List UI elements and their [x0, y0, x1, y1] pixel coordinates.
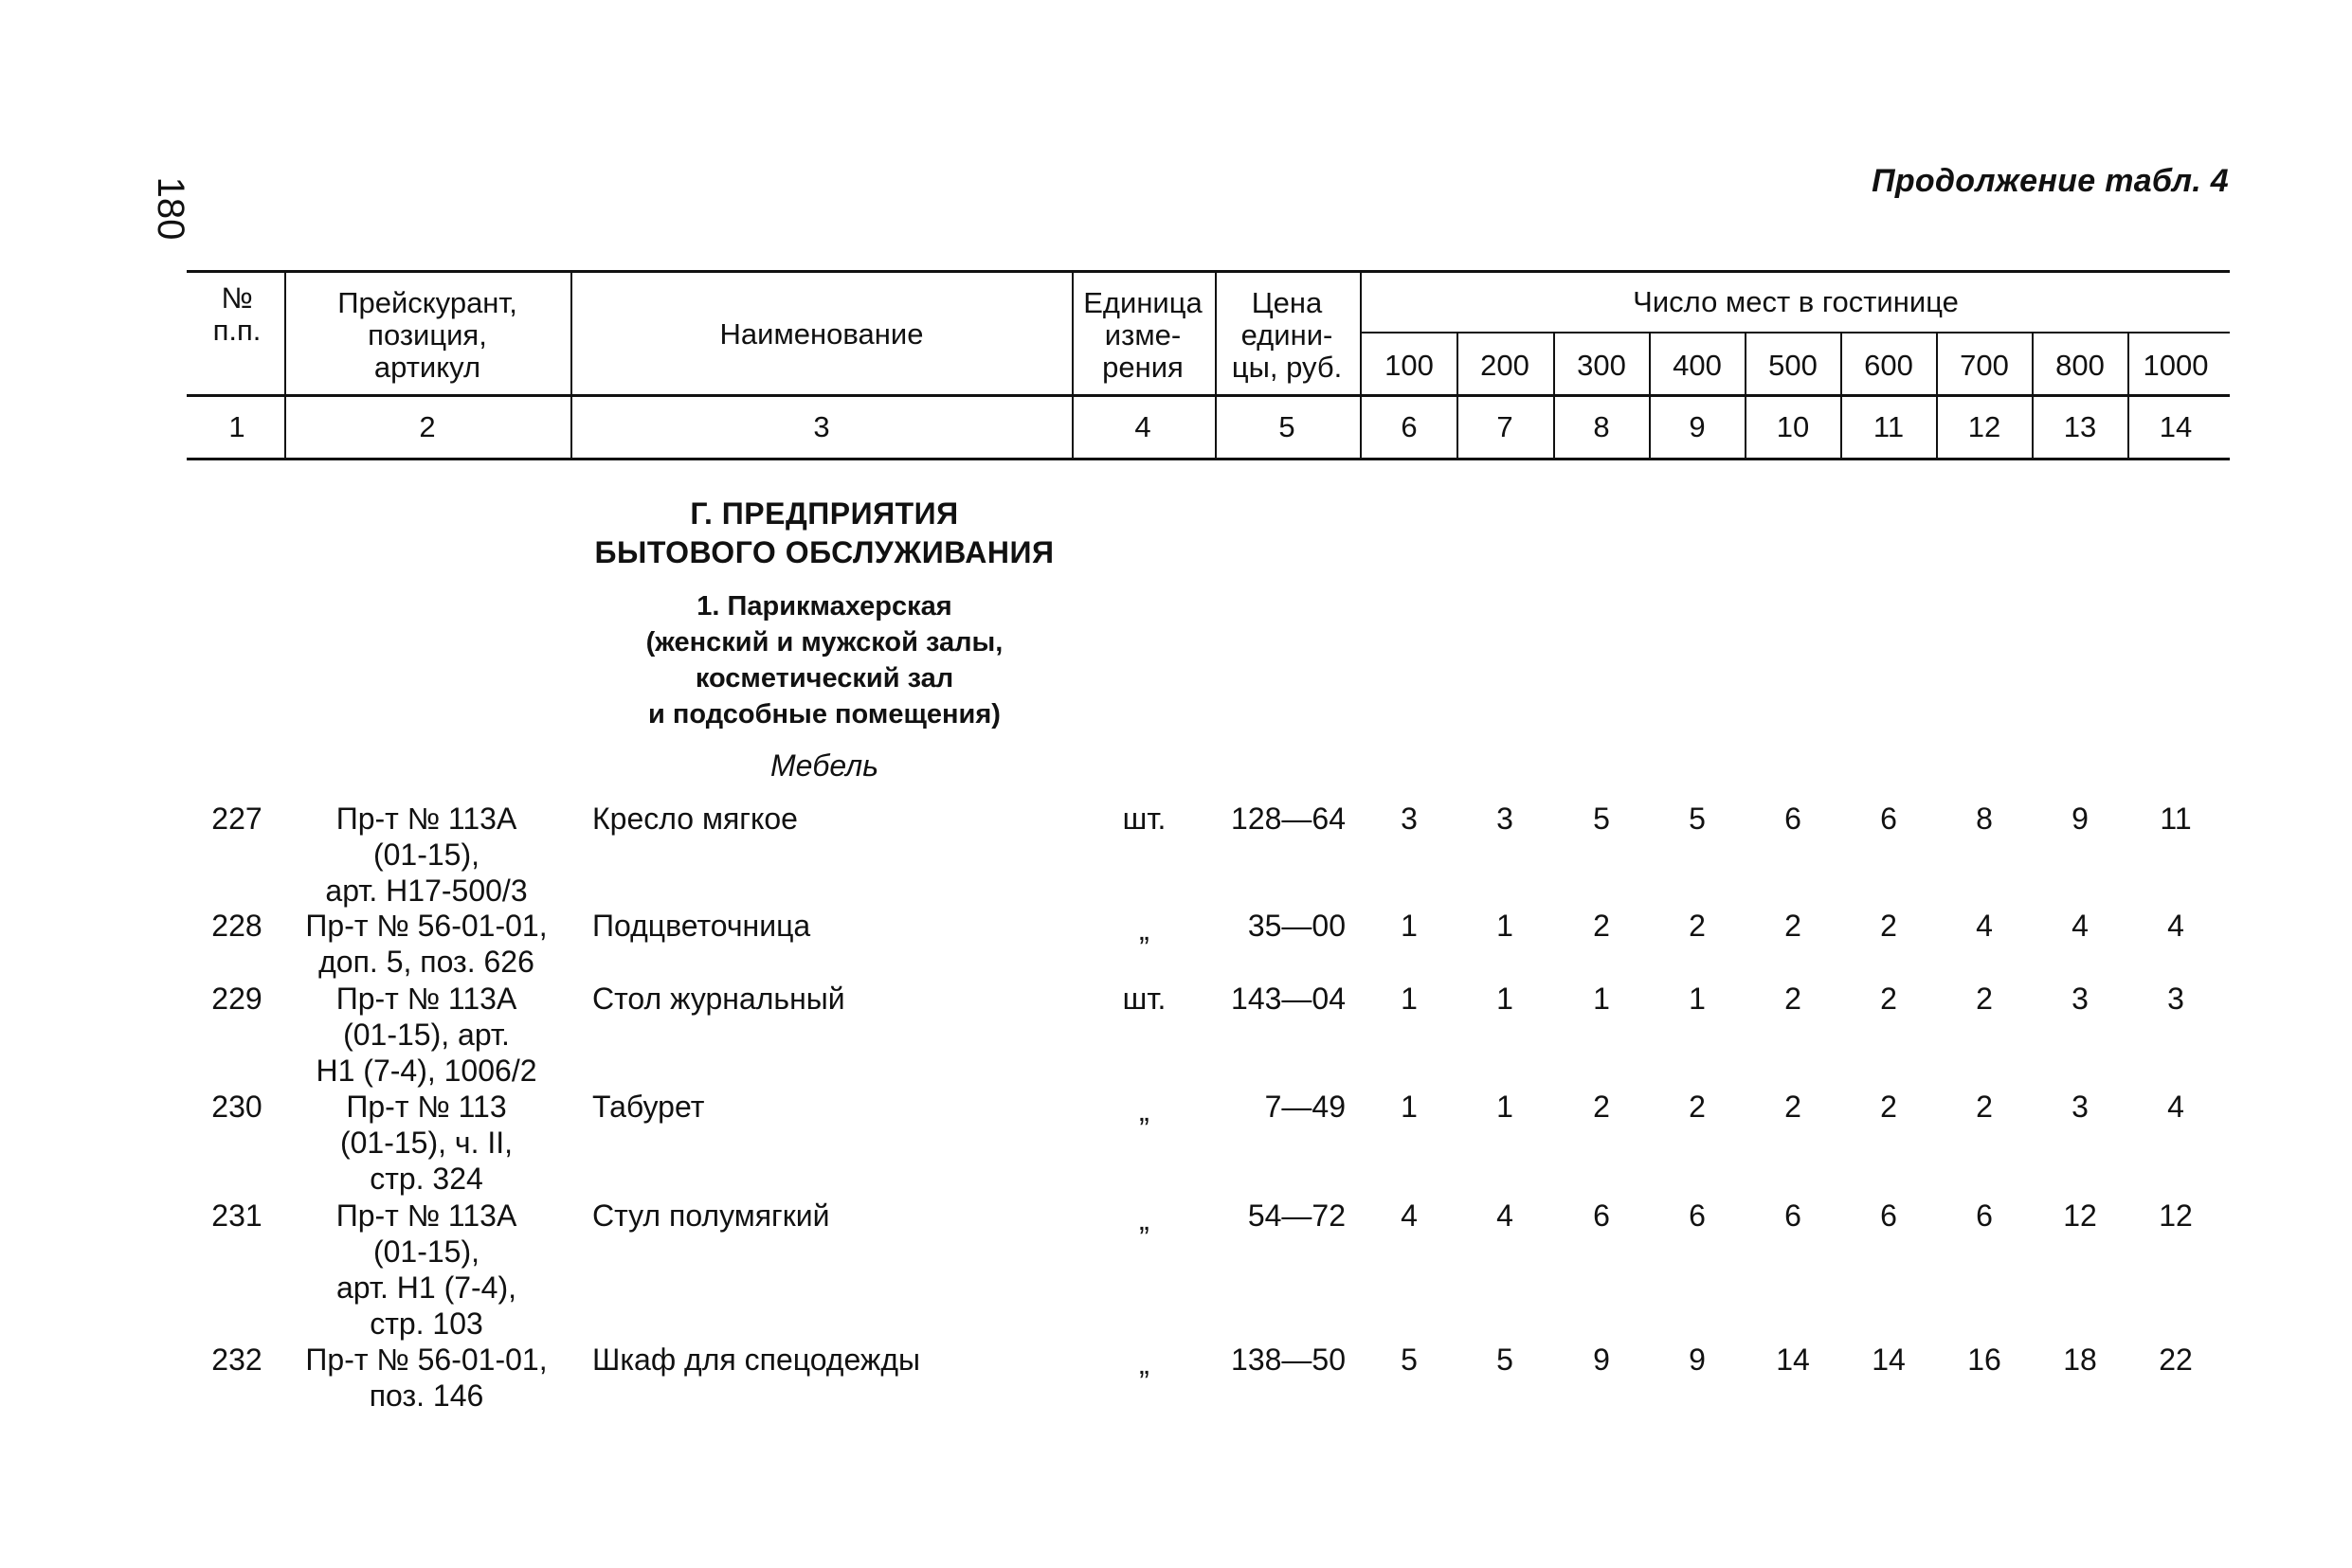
capacity-header-600: 600	[1864, 349, 1913, 382]
row-quantity: 4	[2167, 909, 2184, 943]
row-quantity: 3	[1496, 802, 1513, 836]
row-quantity: 2	[1880, 1090, 1897, 1124]
row-quantity: 18	[2063, 1343, 2097, 1377]
row-unit: шт.	[1122, 982, 1167, 1016]
row-quantity: 8	[1976, 802, 1993, 836]
column-number: 4	[1134, 410, 1151, 443]
header-capacity-group: Число мест в гостинице	[1633, 285, 1959, 318]
capacity-header-400: 400	[1673, 349, 1722, 382]
row-unit: шт.	[1122, 802, 1167, 836]
row-quantity: 5	[1593, 802, 1610, 836]
capacity-header-300: 300	[1577, 349, 1626, 382]
row-quantity: 3	[1401, 802, 1418, 836]
row-quantity: 6	[1593, 1199, 1610, 1233]
capacity-header-800: 800	[2055, 349, 2105, 382]
row-quantity: 1	[1496, 982, 1513, 1016]
row-quantity: 6	[1880, 802, 1897, 836]
column-number: 11	[1873, 410, 1905, 443]
page-number: 180	[150, 176, 191, 241]
capacity-header-100: 100	[1384, 349, 1434, 382]
row-quantity: 3	[2072, 1090, 2089, 1124]
row-item-name: Кресло мягкое	[592, 802, 798, 836]
category-label: Мебель	[769, 748, 879, 783]
capacity-header-500: 500	[1768, 349, 1818, 382]
row-quantity: 11	[2160, 802, 2192, 836]
row-quantity: 3	[2167, 982, 2184, 1016]
header-unit: Единица изме- рения	[1083, 286, 1203, 384]
row-quantity: 1	[1496, 1090, 1513, 1124]
row-pricelist-ref: Пр-т № 113А (01-15), арт. Н1 (7-4), стр. 103	[335, 1199, 517, 1341]
column-number: 1	[228, 410, 245, 443]
row-quantity: 6	[1689, 1199, 1706, 1233]
row-pricelist-ref: Пр-т № 113А (01-15), арт. Н17-500/3	[325, 802, 528, 908]
row-quantity: 6	[1784, 802, 1801, 836]
row-quantity: 16	[1967, 1343, 2001, 1377]
row-quantity: 5	[1689, 802, 1706, 836]
column-number: 13	[2063, 410, 2097, 443]
row-quantity: 4	[2167, 1090, 2184, 1124]
row-pricelist-ref: Пр-т № 56-01-01, доп. 5, поз. 626	[305, 909, 548, 979]
row-quantity: 4	[1976, 909, 1993, 943]
row-price: 35—00	[1247, 909, 1346, 943]
row-quantity: 1	[1401, 909, 1418, 943]
section-title: Г. ПРЕДПРИЯТИЯ БЫТОВОГО ОБСЛУЖИВАНИЯ	[594, 496, 1055, 569]
column-number: 9	[1689, 410, 1706, 443]
row-unit: „	[1139, 912, 1149, 946]
row-quantity: 4	[2072, 909, 2089, 943]
row-quantity: 14	[1776, 1343, 1810, 1377]
row-price: 143—04	[1231, 982, 1346, 1016]
row-quantity: 2	[1976, 1090, 1993, 1124]
subsection-title: 1. Парикмахерская (женский и мужской залы, косметический зал и подсобные помещения)	[645, 591, 1004, 730]
row-price: 7—49	[1264, 1090, 1346, 1124]
row-quantity: 12	[2159, 1199, 2193, 1233]
header-name: Наименование	[719, 317, 924, 351]
column-number: 5	[1278, 410, 1295, 443]
header-price: Цена едини- цы, руб.	[1231, 286, 1343, 384]
row-quantity: 2	[1593, 909, 1610, 943]
header-bottom-rule	[187, 394, 2230, 397]
row-number: 227	[211, 802, 262, 836]
row-unit: „	[1139, 1093, 1149, 1127]
row-quantity: 2	[1880, 982, 1897, 1016]
row-quantity: 6	[1880, 1199, 1897, 1233]
row-number: 228	[211, 909, 262, 943]
row-quantity: 5	[1496, 1343, 1513, 1377]
row-quantity: 9	[2072, 802, 2089, 836]
column-number: 10	[1776, 410, 1810, 443]
column-number: 7	[1496, 410, 1513, 443]
row-quantity: 2	[1880, 909, 1897, 943]
row-item-name: Шкаф для спецодежды	[592, 1343, 920, 1377]
row-quantity: 6	[1784, 1199, 1801, 1233]
table-top-rule	[187, 270, 2230, 273]
row-quantity: 4	[1496, 1199, 1513, 1233]
column-number: 12	[1967, 410, 2001, 443]
row-quantity: 1	[1401, 982, 1418, 1016]
row-quantity: 2	[1784, 1090, 1801, 1124]
capacity-group-rule	[1362, 332, 2230, 333]
row-quantity: 5	[1401, 1343, 1418, 1377]
row-quantity: 14	[1872, 1343, 1906, 1377]
capacity-header-1000: 1000	[2143, 349, 2209, 382]
row-quantity: 1	[1689, 982, 1706, 1016]
row-item-name: Стул полумягкий	[592, 1199, 830, 1233]
row-quantity: 1	[1496, 909, 1513, 943]
row-quantity: 3	[2072, 982, 2089, 1016]
row-number: 231	[211, 1199, 262, 1233]
row-number: 230	[211, 1090, 262, 1124]
row-item-name: Табурет	[592, 1090, 705, 1124]
row-pricelist-ref: Пр-т № 56-01-01, поз. 146	[305, 1343, 548, 1413]
column-number: 3	[813, 410, 830, 443]
row-quantity: 12	[2063, 1199, 2097, 1233]
row-item-name: Стол журнальный	[592, 982, 845, 1016]
row-quantity: 2	[1689, 909, 1706, 943]
row-pricelist-ref: Пр-т № 113 (01-15), ч. II, стр. 324	[339, 1090, 514, 1196]
column-number: 14	[2159, 410, 2193, 443]
row-quantity: 9	[1689, 1343, 1706, 1377]
row-unit: „	[1139, 1346, 1149, 1380]
continuation-label: Продолжение табл. 4	[1872, 163, 2229, 199]
row-quantity: 2	[1689, 1090, 1706, 1124]
row-quantity: 2	[1784, 909, 1801, 943]
header-pricelist: Прейскурант, позиция, артикул	[337, 286, 517, 384]
row-price: 54—72	[1247, 1199, 1346, 1233]
row-quantity: 4	[1401, 1199, 1418, 1233]
column-number: 2	[419, 410, 436, 443]
capacity-header-200: 200	[1480, 349, 1529, 382]
row-quantity: 2	[1976, 982, 1993, 1016]
row-number: 229	[211, 982, 262, 1016]
row-quantity: 2	[1593, 1090, 1610, 1124]
column-number: 8	[1593, 410, 1610, 443]
header-num: № п.п.	[212, 281, 262, 347]
row-number: 232	[211, 1343, 262, 1377]
row-pricelist-ref: Пр-т № 113А (01-15), арт. Н1 (7-4), 1006/2	[316, 982, 537, 1088]
row-quantity: 2	[1784, 982, 1801, 1016]
number-row-rule	[187, 458, 2230, 460]
capacity-header-700: 700	[1960, 349, 2009, 382]
row-price: 138—50	[1231, 1343, 1346, 1377]
row-price: 128—64	[1231, 802, 1346, 836]
row-quantity: 22	[2159, 1343, 2193, 1377]
row-unit: „	[1139, 1202, 1149, 1236]
row-quantity: 1	[1593, 982, 1610, 1016]
row-item-name: Подцветочница	[592, 909, 811, 943]
row-quantity: 1	[1401, 1090, 1418, 1124]
column-number: 6	[1401, 410, 1418, 443]
row-quantity: 6	[1976, 1199, 1993, 1233]
row-quantity: 9	[1593, 1343, 1610, 1377]
